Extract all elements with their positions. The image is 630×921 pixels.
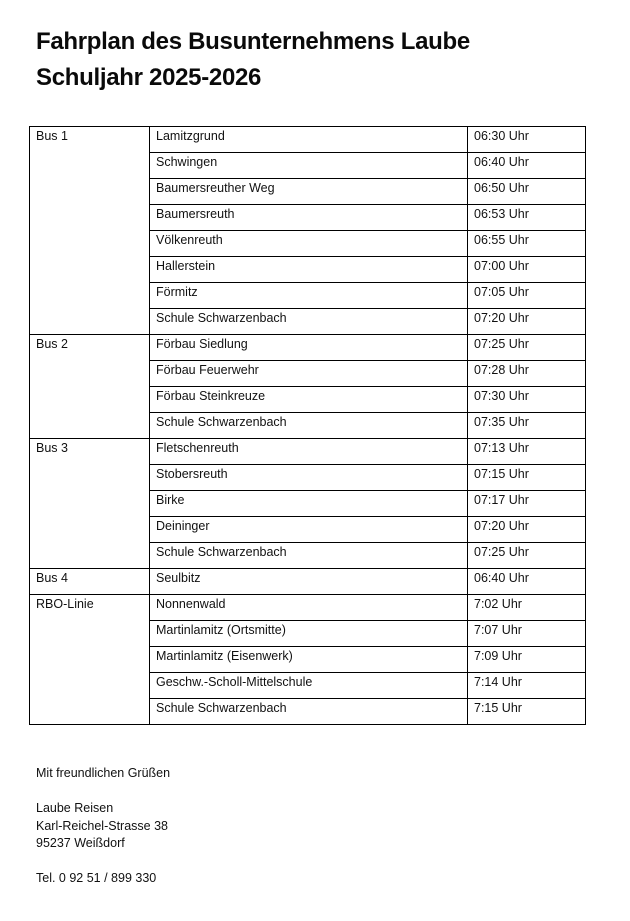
stop-cell: Martinlamitz (Ortsmitte)	[150, 621, 468, 647]
time-cell: 07:30 Uhr	[468, 387, 586, 413]
stop-cell: Geschw.-Scholl-Mittelschule	[150, 673, 468, 699]
stop-cell: Hallerstein	[150, 257, 468, 283]
time-cell: 07:20 Uhr	[468, 517, 586, 543]
stop-cell: Förbau Feuerwehr	[150, 361, 468, 387]
schedule-table	[29, 126, 586, 725]
stop-cell: Seulbitz	[150, 569, 468, 595]
greeting: Mit freundlichen Grüßen	[36, 766, 171, 780]
stop-cell: Schwingen	[150, 153, 468, 179]
time-cell: 07:15 Uhr	[468, 465, 586, 491]
stop-cell: Baumersreuther Weg	[150, 179, 468, 205]
stop-cell: Förmitz	[150, 283, 468, 309]
time-cell: 06:50 Uhr	[468, 179, 586, 205]
time-cell: 7:02 Uhr	[468, 595, 586, 621]
title-line-2: Schuljahr 2025-2026	[36, 64, 262, 91]
time-cell: 7:14 Uhr	[468, 673, 586, 699]
time-cell: 07:28 Uhr	[468, 361, 586, 387]
table-row	[30, 439, 586, 465]
stop-cell: Förbau Siedlung	[150, 335, 468, 361]
time-cell: 7:07 Uhr	[468, 621, 586, 647]
table-row	[30, 595, 586, 621]
stop-cell: Förbau Steinkreuze	[150, 387, 468, 413]
company-phone: Tel. 0 92 51 / 899 330	[36, 871, 157, 885]
time-cell: 06:40 Uhr	[468, 153, 586, 179]
stop-cell: Fletschenreuth	[150, 439, 468, 465]
stop-cell: Schule Schwarzenbach	[150, 413, 468, 439]
footer-signature	[36, 765, 170, 888]
bus-line-cell: Bus 4	[30, 569, 150, 595]
company-city: 95237 Weißdorf	[36, 836, 125, 850]
time-cell: 06:53 Uhr	[468, 205, 586, 231]
stop-cell: Stobersreuth	[150, 465, 468, 491]
stop-cell: Schule Schwarzenbach	[150, 309, 468, 335]
bus-line-cell: Bus 1	[30, 127, 150, 335]
time-cell: 06:40 Uhr	[468, 569, 586, 595]
time-cell: 07:00 Uhr	[468, 257, 586, 283]
bus-line-cell: Bus 2	[30, 335, 150, 439]
time-cell: 7:15 Uhr	[468, 699, 586, 725]
time-cell: 07:35 Uhr	[468, 413, 586, 439]
time-cell: 07:25 Uhr	[468, 335, 586, 361]
time-cell: 07:13 Uhr	[468, 439, 586, 465]
time-cell: 07:20 Uhr	[468, 309, 586, 335]
time-cell: 06:55 Uhr	[468, 231, 586, 257]
stop-cell: Nonnenwald	[150, 595, 468, 621]
company-street: Karl-Reichel-Strasse 38	[36, 818, 168, 833]
time-cell: 06:30 Uhr	[468, 127, 586, 153]
stop-cell: Völkenreuth	[150, 231, 468, 257]
table-row	[30, 335, 586, 361]
company-name: Laube Reisen	[36, 801, 114, 815]
time-cell: 07:17 Uhr	[468, 491, 586, 517]
bus-line-cell: Bus 3	[30, 439, 150, 569]
time-cell: 7:09 Uhr	[468, 647, 586, 673]
time-cell: 07:05 Uhr	[468, 283, 586, 309]
stop-cell: Baumersreuth	[150, 205, 468, 231]
table-row	[30, 127, 586, 153]
stop-cell: Lamitzgrund	[150, 127, 468, 153]
stop-cell: Schule Schwarzenbach	[150, 543, 468, 569]
time-cell: 07:25 Uhr	[468, 543, 586, 569]
stop-cell: Birke	[150, 491, 468, 517]
table-row	[30, 569, 586, 595]
page-title	[36, 24, 470, 96]
bus-line-cell: RBO-Linie	[30, 595, 150, 725]
title-line-1: Fahrplan des Busunternehmens Laube	[36, 28, 470, 55]
stop-cell: Deininger	[150, 517, 468, 543]
stop-cell: Martinlamitz (Eisenwerk)	[150, 647, 468, 673]
stop-cell: Schule Schwarzenbach	[150, 699, 468, 725]
